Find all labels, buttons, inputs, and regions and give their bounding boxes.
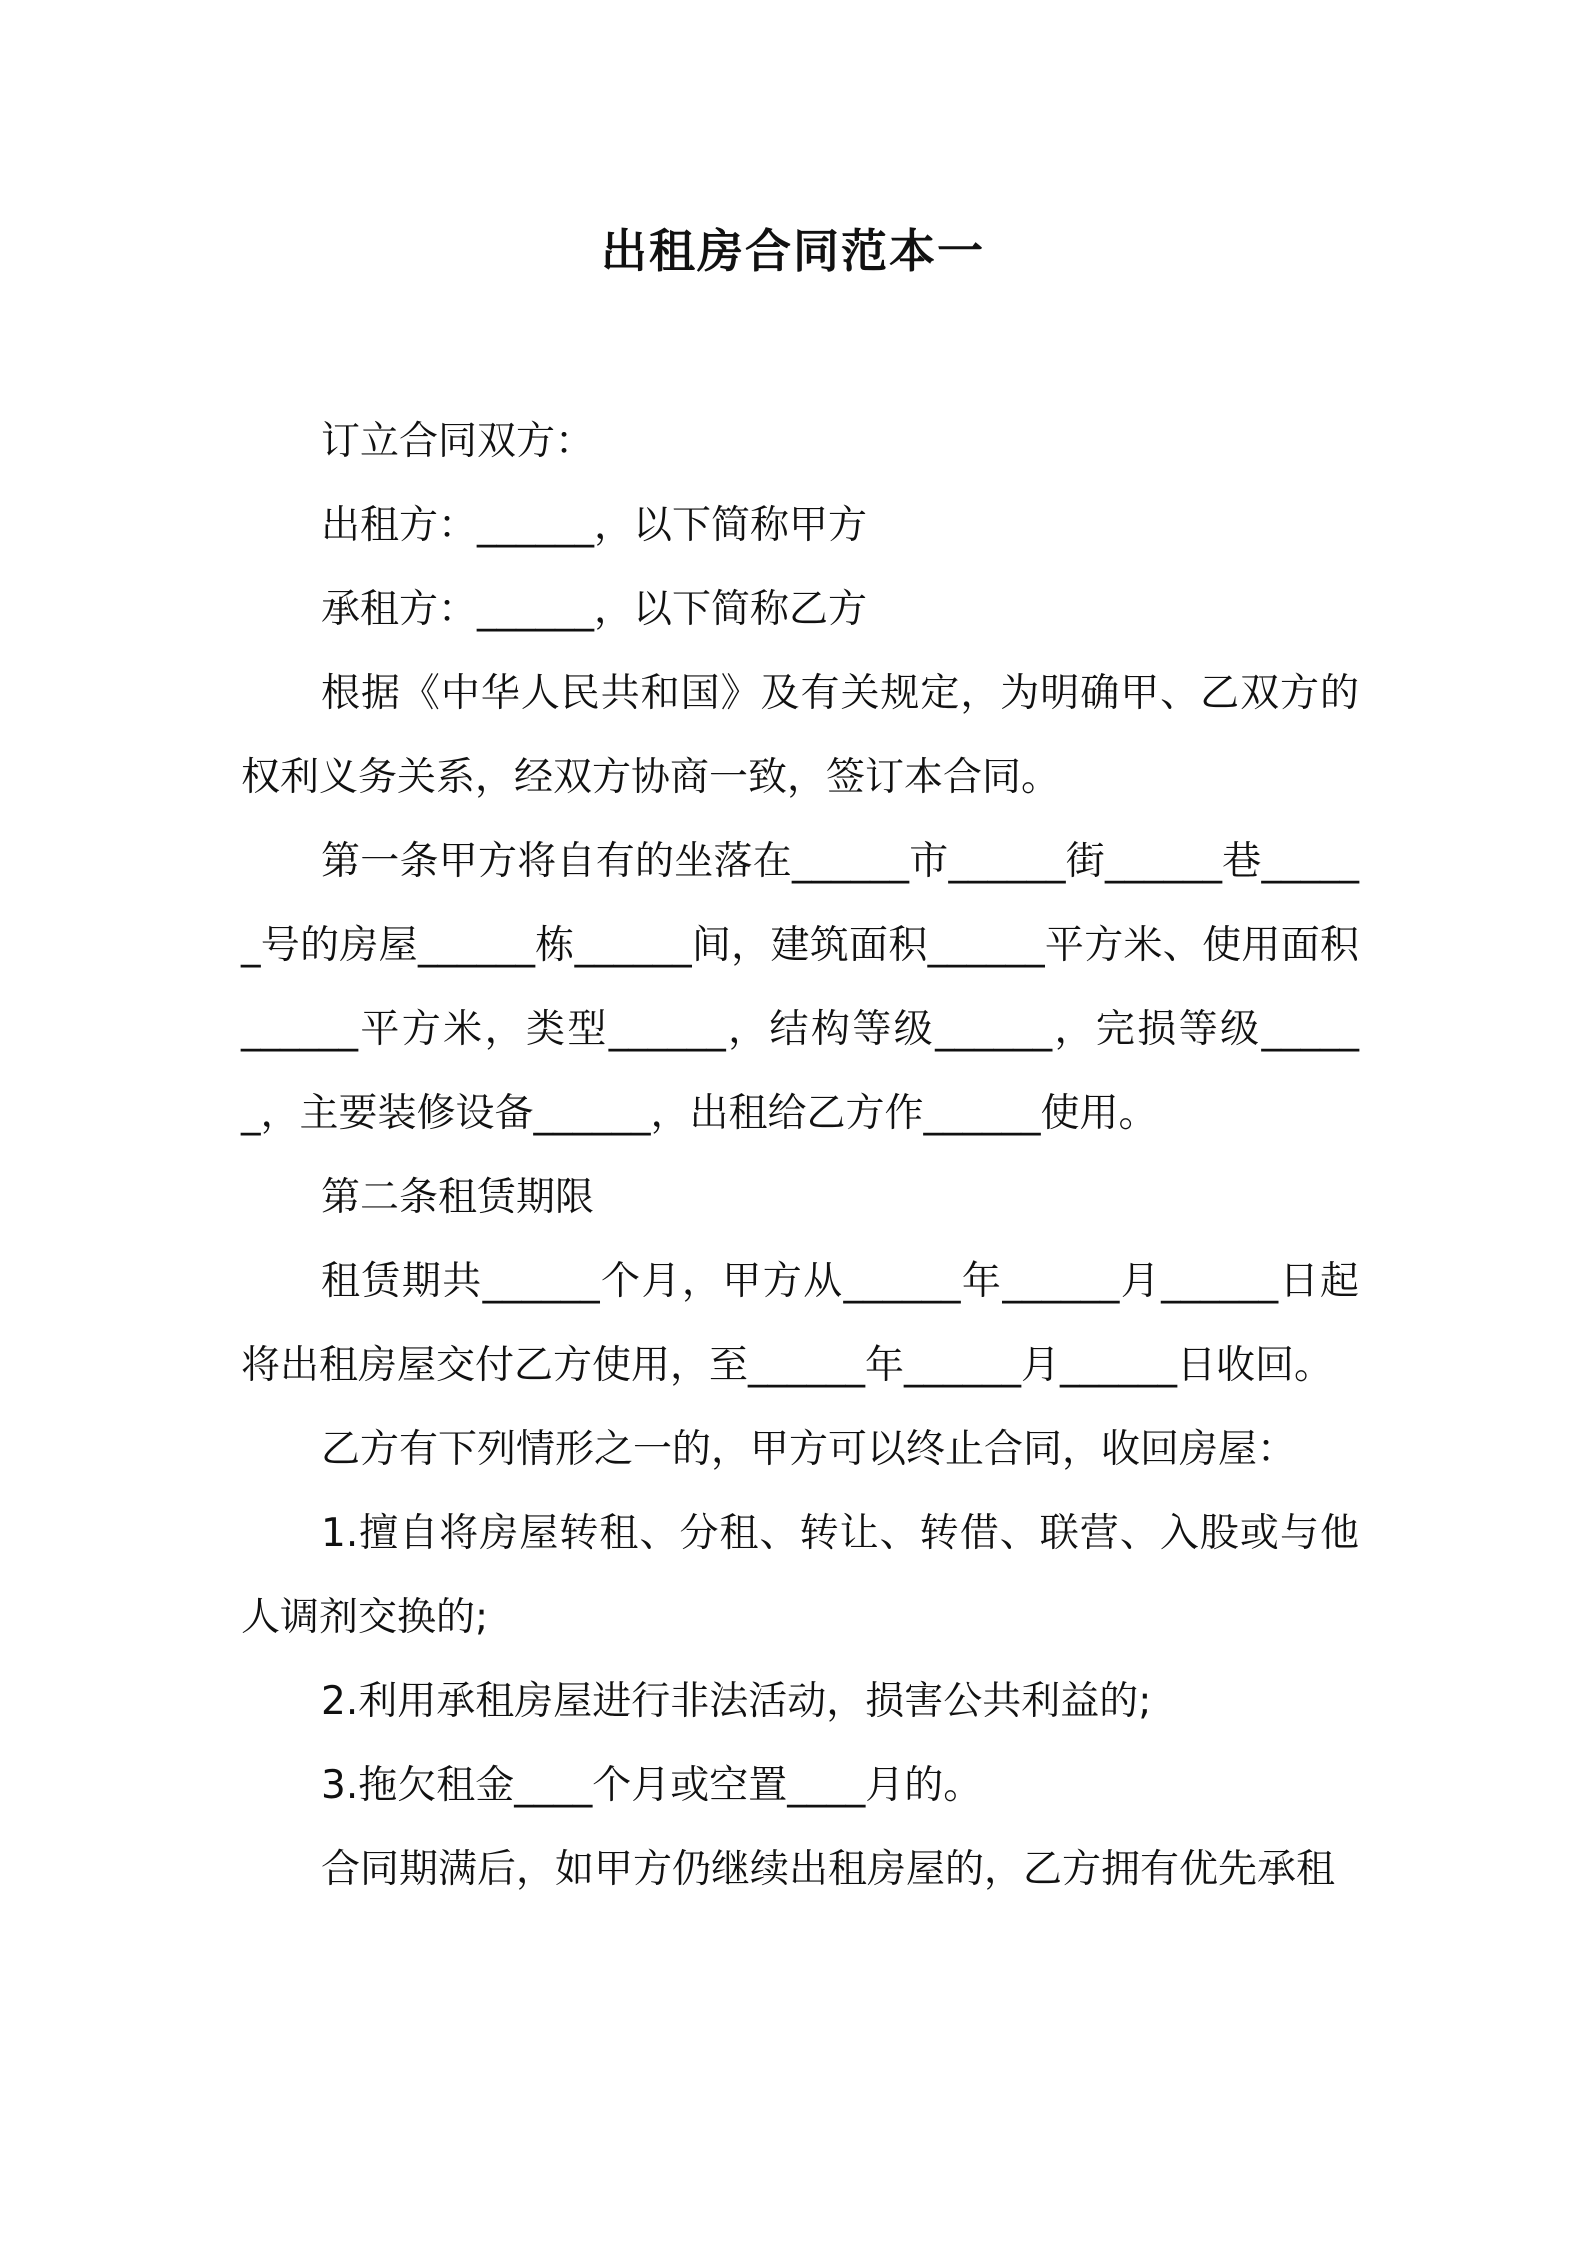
document-body [241, 400, 1359, 1912]
paragraph-preamble: 根据《中华人民共和国》及有关规定，为明确甲、乙双方的权利义务关系，经双方协商一致，签订本合同。 [241, 671, 1359, 800]
paragraph-renewal: 合同期满后，如甲方仍继续出租房屋的，乙方拥有优先承租 [321, 1847, 1336, 1892]
paragraph-condition-3: 3.拖欠租金____个月或空置____月的。 [321, 1763, 983, 1808]
paragraph-lease-term: 租赁期共______个月，甲方从______年______月______日起将出租房屋交付乙方使用，至______年______月______日收回。 [241, 1259, 1359, 1388]
paragraph-lessee: 承租方：______，以下简称乙方 [321, 587, 868, 632]
paragraph-parties-heading: 订立合同双方： [321, 419, 595, 464]
paragraph-condition-2: 2.利用承租房屋进行非法活动，损害公共利益的; [321, 1679, 1152, 1724]
document-title: 出租房合同范本一 [601, 224, 985, 278]
paragraph-article-1: 第一条甲方将自有的坐落在______市______街______巷______号的房屋______栋______间，建筑面积______平方米、使用面积______平方米，类型______，结构等级______，完损等级______，主要装修设备______，出租给乙方作______使用。 [241, 839, 1359, 1136]
paragraph-condition-1: 1.擅自将房屋转租、分租、转让、转借、联营、入股或与他人调剂交换的; [241, 1511, 1359, 1640]
paragraph-article-2-heading: 第二条租赁期限 [321, 1175, 595, 1220]
paragraph-lessor: 出租方：______，以下简称甲方 [321, 503, 868, 548]
paragraph-termination-conditions: 乙方有下列情形之一的，甲方可以终止合同，收回房屋： [321, 1427, 1297, 1472]
